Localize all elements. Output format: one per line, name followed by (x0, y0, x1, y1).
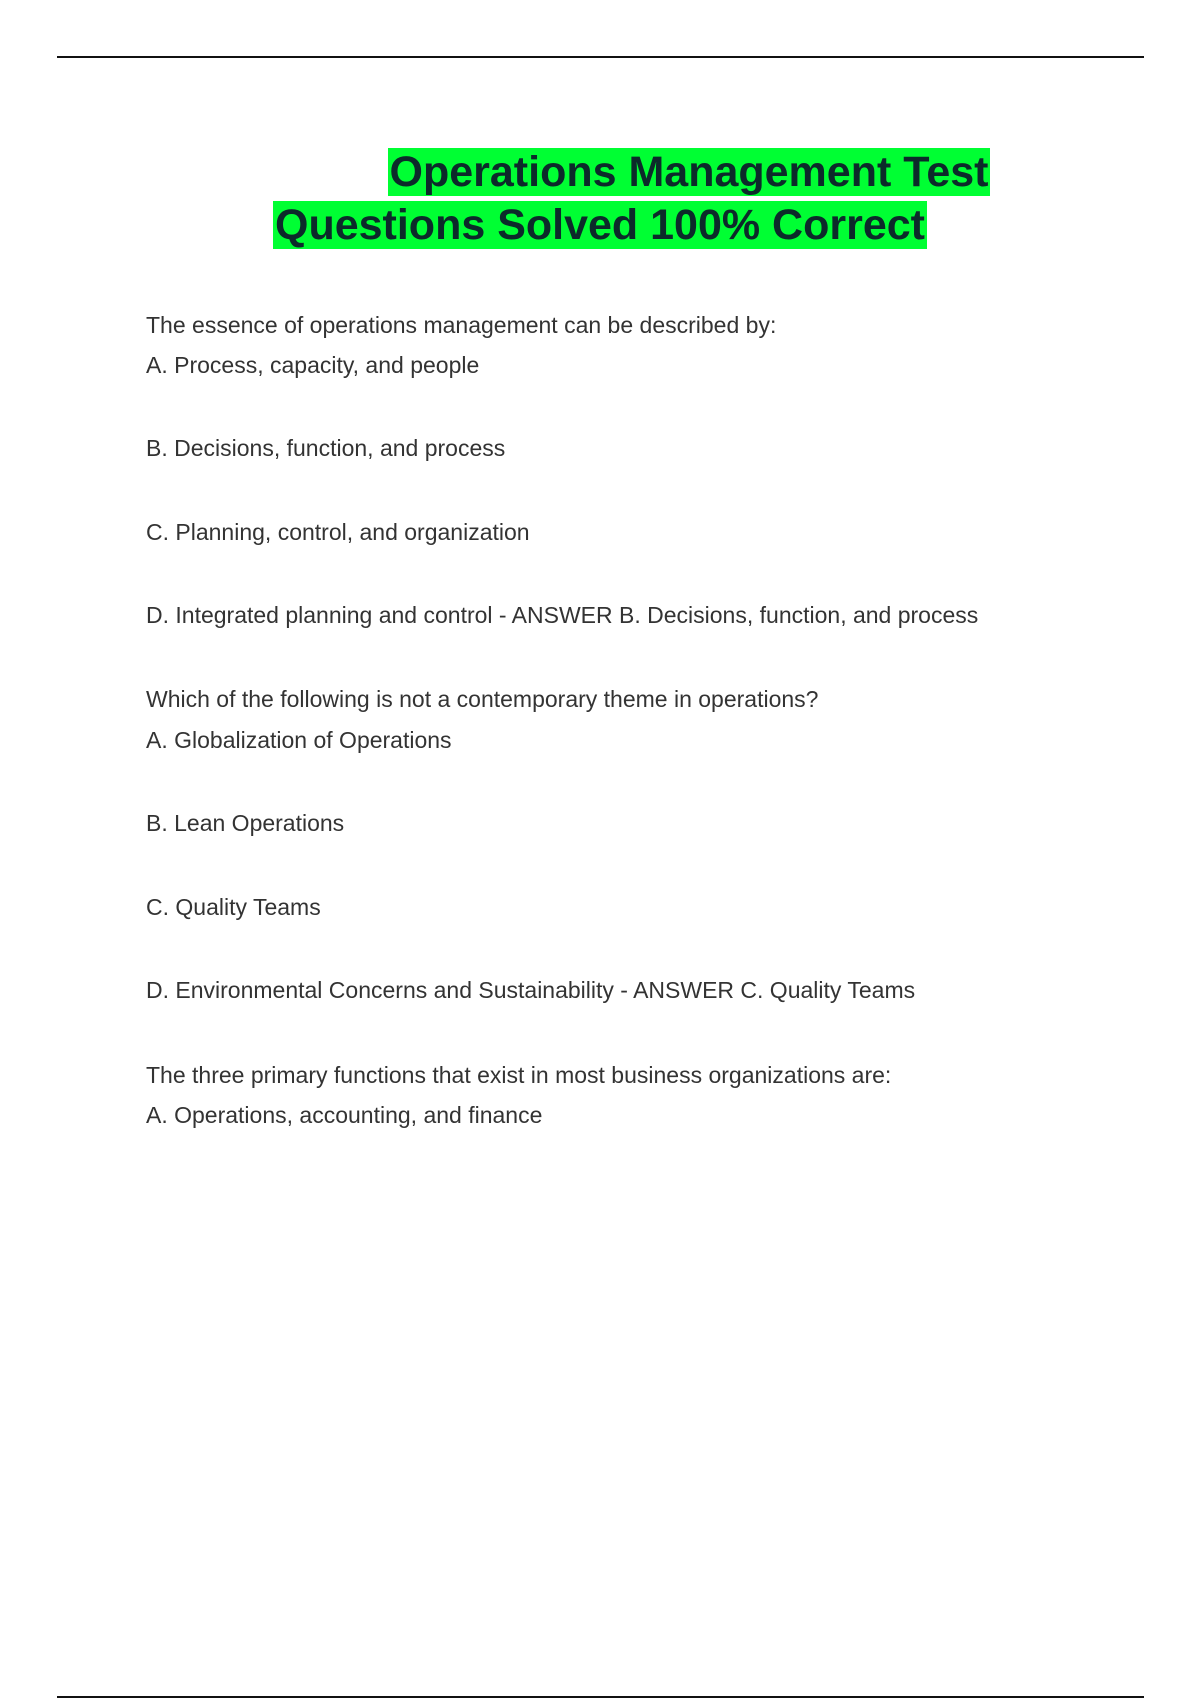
title-line-1-text: Operations Management Test (389, 148, 989, 196)
title-line-2 (0, 199, 1200, 252)
question-1-option-a: A. Process, capacity, and people (146, 352, 480, 378)
question-2: Which of the following is not a contemporary theme in operations? (146, 686, 819, 712)
top-rule (57, 56, 1144, 58)
question-1: The essence of operations management can be described by: (146, 312, 777, 338)
question-1-option-d: D. Integrated planning and control - ANSWER B. Decisions, function, and process (146, 602, 979, 628)
question-2-option-d: D. Environmental Concerns and Sustainability - ANSWER C. Quality Teams (146, 977, 916, 1003)
question-2-option-b: B. Lean Operations (146, 810, 345, 836)
title-line-2-text: Questions Solved 100% Correct (275, 201, 925, 249)
question-3: The three primary functions that exist in most business organizations are: (146, 1062, 892, 1088)
document-title (0, 146, 1200, 252)
question-1-option-b: B. Decisions, function, and process (146, 435, 506, 461)
bottom-rule (57, 1696, 1144, 1698)
question-3-option-a: A. Operations, accounting, and finance (146, 1102, 543, 1128)
title-line-1 (178, 146, 1200, 199)
question-1-option-c: C. Planning, control, and organization (146, 519, 530, 545)
question-2-option-c: C. Quality Teams (146, 894, 321, 920)
question-2-option-a: A. Globalization of Operations (146, 727, 452, 753)
